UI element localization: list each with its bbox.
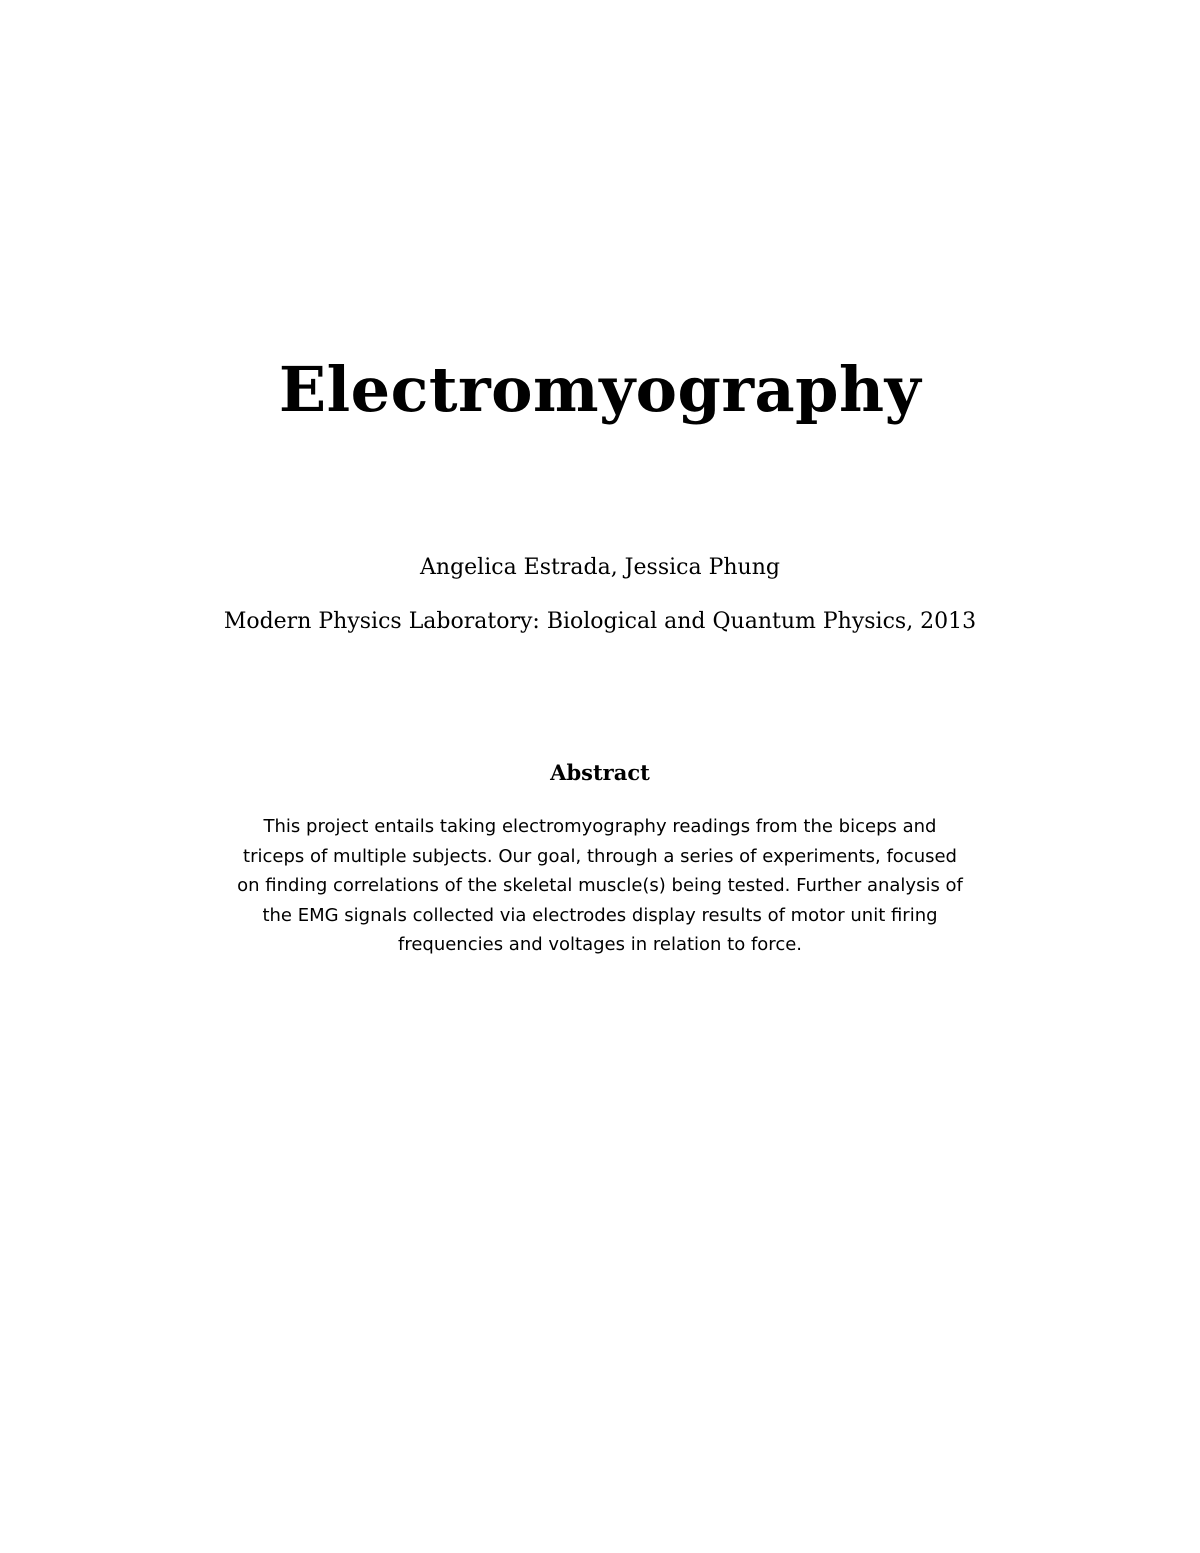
author-list: Angelica Estrada, Jessica Phung	[420, 555, 780, 580]
abstract-line: This project entails taking electromyography readings from the biceps and	[263, 816, 937, 837]
abstract-line: frequencies and voltages in relation to force.	[397, 934, 803, 955]
abstract-line: triceps of multiple subjects. Our goal, through a series of experiments, focused	[243, 845, 957, 867]
abstract-heading: Abstract	[550, 760, 650, 785]
course-affiliation: Modern Physics Laboratory: Biological and Quantum Physics, 2013	[223, 609, 977, 634]
abstract-text	[210, 812, 990, 960]
abstract-line: on finding correlations of the skeletal muscle(s) being tested. Further analysis of	[237, 875, 963, 896]
abstract-line: the EMG signals collected via electrodes display results of motor unit firing	[262, 904, 938, 926]
paper-title: Electromyography	[278, 353, 922, 426]
